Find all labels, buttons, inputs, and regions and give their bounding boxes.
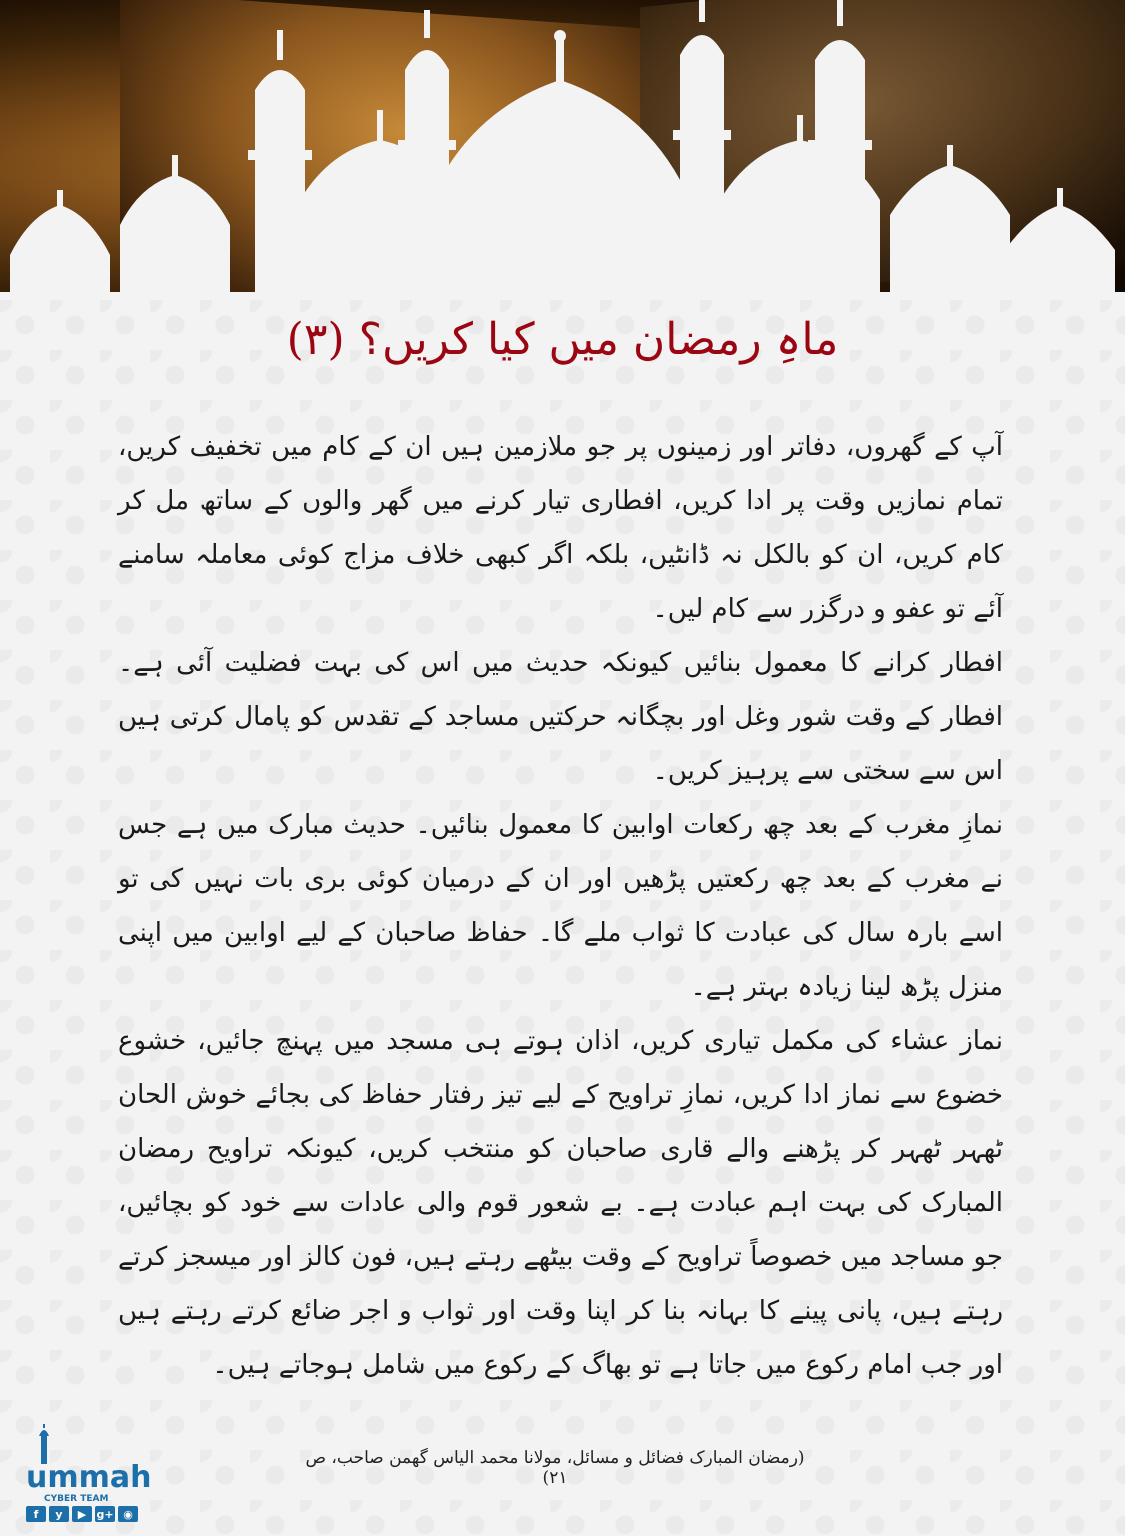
google-plus-icon[interactable]: g+ — [96, 1507, 114, 1521]
minaret-logo-icon — [32, 1424, 56, 1464]
ummah-logo — [14, 1424, 156, 1522]
facebook-icon[interactable]: f — [26, 1506, 46, 1522]
logo-wordmark: ummah — [26, 1460, 152, 1495]
social-icons — [26, 1506, 138, 1522]
citation-reference: (رمضان المبارک فضائل و مسائل، مولانا محمد الیاس گھمن صاحب، ص ۲۱) — [305, 1448, 805, 1488]
page-title: ماہِ رمضان میں کیا کریں؟ (۳) — [286, 314, 839, 365]
logo-subtitle: CYBER TEAM — [44, 1494, 109, 1504]
paragraph-4: نماز عشاء کی مکمل تیاری کریں، اذان ہوتے ہی مسجد میں پہنچ جائیں، خشوع خضوع سے نماز ادا کریں، نمازِ تراویح کے لیے تیز رفتار حفاظ کی بجائے خوش الحان ٹھہر ٹھہر کر پڑھنے والے قاری صاحبان کو منتخب کریں، کیونکہ تراویح رمضان المبارک کی بہت اہم عبادت ہے۔ بے شعور قوم والی عادات سے خود کو بچائیں، جو مساجد میں خصوصاً تراویح کے وقت بیٹھے رہتے ہیں، فون کالز اور میسجز کرتے رہتے ہیں، پانی پینے کا بہانہ بنا کر اپنا وقت اور ثواب و اجر ضائع کرتے رہتے ہیں اور جب امام رکوع میں جاتا ہے تو بھاگ کے رکوع میں شامل ہوجاتے ہیں۔ — [118, 1026, 1003, 1380]
article-body — [118, 420, 1003, 1392]
paragraph-3: نمازِ مغرب کے بعد چھ رکعات اوابین کا معمول بنائیں۔ حدیث مبارک میں ہے جس نے مغرب کے بعد چھ رکعتیں پڑھیں اور ان کے درمیان کوئی بری بات نہیں کی تو اسے بارہ سال کی عبادت کا ثواب ملے گا۔ حفاظ صاحبان کے لیے اوابین میں اپنی منزل پڑھ لینا زیادہ بہتر ہے۔ — [118, 810, 1003, 1002]
mosque-skyline-icon — [0, 0, 1125, 300]
youtube-icon[interactable]: ▶ — [72, 1506, 92, 1522]
instagram-icon[interactable]: ◉ — [118, 1506, 138, 1522]
twitter-icon[interactable]: y — [49, 1506, 69, 1522]
paragraph-1: آپ کے گھروں، دفاتر اور زمینوں پر جو ملازمین ہیں ان کے کام میں تخفیف کریں، تمام نمازیں وقت پر ادا کریں، افطاری تیار کرنے میں گھر والوں کے ساتھ مل کر کام کریں، ان کو بالکل نہ ڈانٹیں، بلکہ اگر کبھی خلاف مزاج کوئی معاملہ سامنے آئے تو عفو و درگزر سے کام لیں۔ — [118, 432, 1003, 624]
paragraph-2: افطار کرانے کا معمول بنائیں کیونکہ حدیث میں اس کی بہت فضلیت آئی ہے۔ افطار کے وقت شور وغل اور بچگانہ حرکتیں مساجد کے تقدس کو پامال کرتی ہیں اس سے سختی سے پرہیز کریں۔ — [118, 648, 1003, 786]
